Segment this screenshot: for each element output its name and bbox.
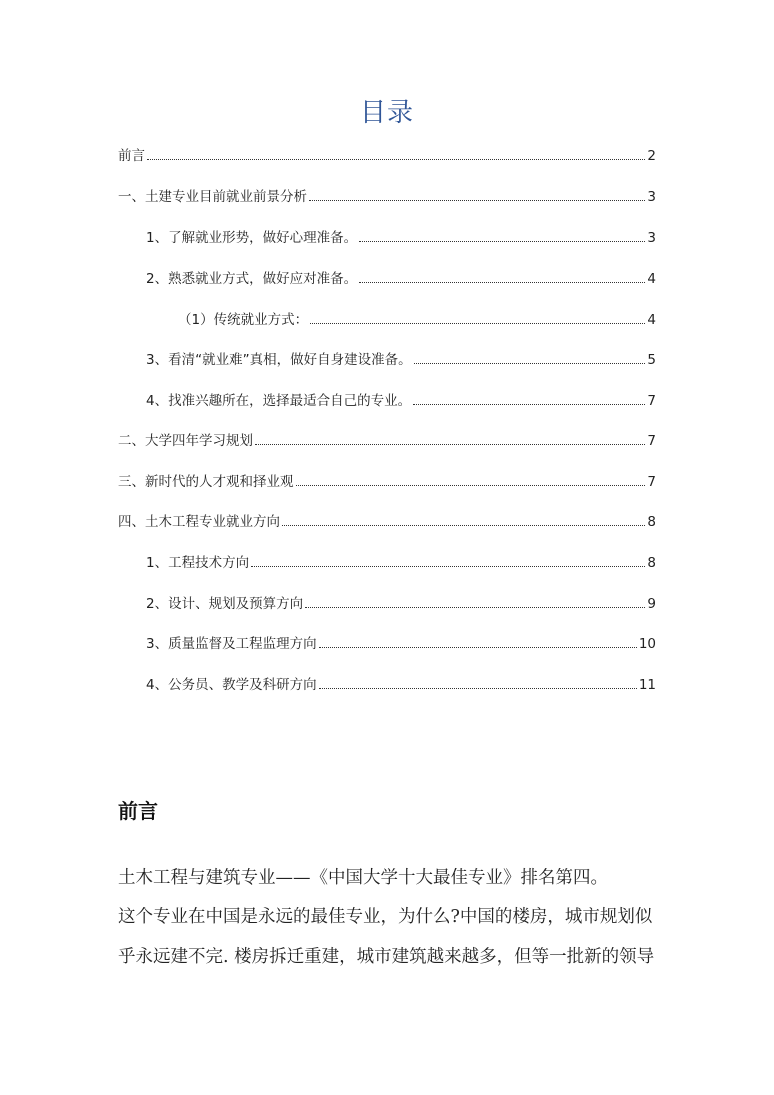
toc-entry-label: （1）传统就业方式： — [178, 312, 309, 328]
toc-entry[interactable] — [146, 551, 656, 571]
toc-leader-dots — [147, 158, 645, 160]
toc-entry-page: 11 — [638, 677, 656, 693]
toc-entry[interactable] — [118, 510, 656, 530]
toc-entry[interactable] — [146, 592, 656, 612]
toc-leader-dots — [255, 443, 645, 445]
toc-entry-label: 1、工程技术方向 — [146, 555, 250, 571]
toc-entry-page: 7 — [647, 393, 656, 409]
toc-leader-dots — [359, 240, 645, 242]
toc-entry-page: 7 — [647, 474, 656, 490]
toc-entry-page: 2 — [647, 148, 656, 164]
toc-entry[interactable] — [118, 429, 656, 449]
toc-entry-page: 7 — [647, 433, 656, 449]
toc-entry[interactable] — [146, 348, 656, 368]
toc-entry-label: 前言 — [118, 148, 145, 164]
toc-entry[interactable] — [118, 144, 656, 164]
toc-entry-label: 三、新时代的人才观和择业观 — [118, 474, 294, 490]
toc-leader-dots — [309, 199, 645, 201]
toc-leader-dots — [413, 403, 645, 405]
toc-entry-label: 4、公务员、教学及科研方向 — [146, 677, 317, 693]
toc-entry[interactable] — [146, 673, 656, 693]
toc-entry-page: 10 — [638, 636, 656, 652]
toc-leader-dots — [310, 322, 645, 324]
toc-entry-label: 4、找准兴趣所在，选择最适合自己的专业。 — [146, 393, 412, 409]
toc-entry[interactable] — [146, 632, 656, 652]
toc-entry[interactable] — [146, 226, 656, 246]
toc-leader-dots — [414, 362, 646, 364]
toc-entry-page: 8 — [647, 555, 656, 571]
toc-leader-dots — [319, 687, 637, 689]
toc-leader-dots — [251, 565, 645, 567]
toc-leader-dots — [296, 484, 646, 486]
toc-entry-label: 2、熟悉就业方式，做好应对准备。 — [146, 271, 358, 287]
toc-entry-page: 9 — [647, 596, 656, 612]
preface-paragraph: 这个专业在中国是永远的最佳专业，为什么?中国的楼房，城市规划似 — [118, 907, 653, 927]
preface-paragraph: 乎永远建不完. 楼房拆迁重建，城市建筑越来越多，但等一批新的领导 — [118, 947, 655, 967]
toc-entry-page: 3 — [647, 230, 656, 246]
preface-heading: 前言 — [118, 799, 158, 823]
toc-entry[interactable] — [118, 185, 656, 205]
preface-paragraph: 土木工程与建筑专业——《中国大学十大最佳专业》排名第四。 — [118, 868, 608, 888]
toc-entry[interactable] — [118, 470, 656, 490]
toc-entry-page: 5 — [647, 352, 656, 368]
toc-leader-dots — [319, 646, 637, 648]
toc-entry[interactable] — [178, 308, 656, 328]
toc-leader-dots — [282, 524, 645, 526]
toc-title: 目录 — [359, 98, 414, 128]
toc-entry-label: 3、质量监督及工程监理方向 — [146, 636, 317, 652]
toc-entry-label: 1、了解就业形势，做好心理准备。 — [146, 230, 358, 246]
toc-entry-label: 2、设计、规划及预算方向 — [146, 596, 304, 612]
toc-entry-label: 二、大学四年学习规划 — [118, 433, 253, 449]
toc-entry-label: 一、土建专业目前就业前景分析 — [118, 189, 307, 205]
toc-entry-label: 四、土木工程专业就业方向 — [118, 514, 280, 530]
toc-entry-page: 4 — [647, 312, 656, 328]
toc-entry-page: 8 — [647, 514, 656, 530]
toc-entry[interactable] — [146, 267, 656, 287]
toc-entry-page: 3 — [647, 189, 656, 205]
toc-leader-dots — [359, 281, 645, 283]
toc-entry-label: 3、看清“就业难”真相，做好自身建设准备。 — [146, 352, 412, 368]
toc-entry-page: 4 — [647, 271, 656, 287]
toc-entry[interactable] — [146, 389, 656, 409]
toc-leader-dots — [305, 606, 645, 608]
